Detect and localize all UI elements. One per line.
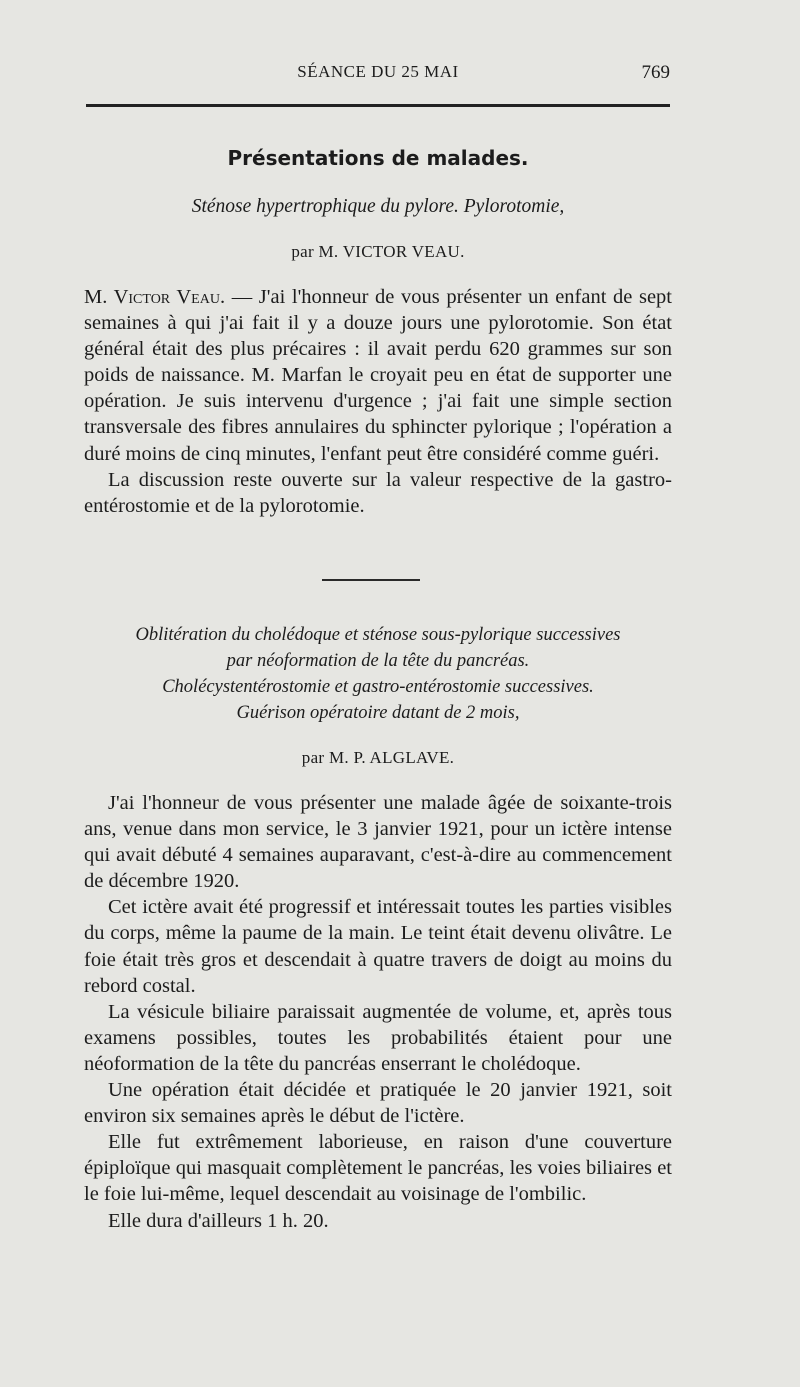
paragraph-text: — J'ai l'honneur de vous présenter un enfant de sept semaines à qui j'ai fait il y a douze jours une pylorotomie. Son état général était des plus précaires : il avait perdu 620 grammes sur son poids de naissance. M. Marfan le croyait peu en état de supporter une opération. Je suis intervenu d'urgence ; j'ai fait une simple section transversale des fibres annulaires du sphincter pylorique ; l'opération a duré moins de cinq minutes, l'enfant peut être considéré comme guéri. bbox=[84, 286, 672, 465]
article2-title-line-3: Cholécystentérostomie et gastro-entérostomie successives. bbox=[162, 677, 594, 697]
article1-body bbox=[84, 284, 672, 519]
article2-title-line-4: Guérison opératoire datant de 2 mois, bbox=[236, 703, 520, 723]
article1-paragraph-2: La discussion reste ouverte sur la valeur respective de la gastro-entérostomie et de la pylorotomie. bbox=[84, 468, 672, 517]
article1-title: Sténose hypertrophique du pylore. Pylorotomie, bbox=[191, 196, 565, 217]
section-heading: Présentations de malades. bbox=[227, 146, 529, 170]
article2-body bbox=[84, 790, 672, 1234]
header-rule bbox=[86, 104, 670, 107]
article2-paragraph-4: Une opération était décidée et pratiquée le 20 janvier 1921, soit environ six semaines après le début de l'ictère. bbox=[84, 1079, 672, 1128]
article2-byline: par M. P. ALGLAVE. bbox=[301, 748, 455, 767]
article2-paragraph-2: Cet ictère avait été progressif et intéressait toutes les parties visibles du corps, même la paume de la main. Le teint était devenu olivâtre. Le foie était très gros et descendait à quatre travers de doigt au moins du rebord costal. bbox=[84, 896, 672, 997]
article1-paragraph-1 bbox=[84, 284, 672, 467]
article2-paragraph-5: Elle fut extrêmement laborieuse, en raison d'une couverture épiploïque qui masquait complètement le pancréas, les voies biliaires et le foie lui-même, lequel descendait au voisinage de l'ombilic. bbox=[84, 1131, 672, 1206]
speaker-name: M. Victor Veau. bbox=[84, 286, 226, 308]
article2-title-line-2: par néoformation de la tête du pancréas. bbox=[226, 651, 530, 671]
article2-title-line-1: Oblitération du cholédoque et sténose sous-pylorique successives bbox=[135, 625, 621, 645]
running-head bbox=[84, 62, 672, 88]
section-separator bbox=[322, 579, 420, 581]
article1-byline: par M. VICTOR VEAU. bbox=[291, 242, 465, 261]
page-number: 769 bbox=[641, 62, 670, 83]
article2-paragraph-1: J'ai l'honneur de vous présenter une malade âgée de soixante-trois ans, venue dans mon service, le 3 janvier 1921, pour un ictère intense qui avait débuté 4 semaines auparavant, c'est-à-dire au commencement de décembre 1920. bbox=[84, 792, 672, 893]
article2-paragraph-6: Elle dura d'ailleurs 1 h. 20. bbox=[108, 1209, 329, 1232]
article2-paragraph-3: La vésicule biliaire paraissait augmentée de volume, et, après tous examens possibles, toutes les probabilités étaient pour une néoformation de la tête du pancréas enserrant le cholédoque. bbox=[84, 1000, 672, 1075]
running-title: SÉANCE DU 25 MAI bbox=[297, 62, 459, 81]
